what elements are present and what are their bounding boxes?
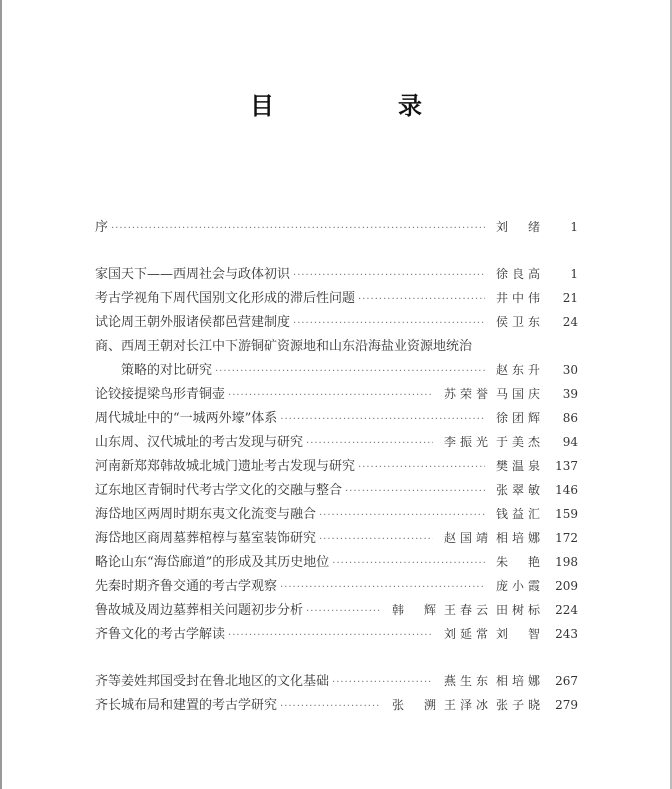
entry-author: 钱益汇 [496,507,540,521]
dot-leader [280,582,485,593]
entry-authors [488,505,540,522]
entry-title: 试论周王朝外服诸侯都邑营建制度 [95,315,291,330]
entry-authors [488,457,540,474]
toc-section-main [95,263,578,647]
dot-leader [111,223,485,234]
entry-page-number: 146 [555,483,578,497]
entry-title: 齐鲁文化的考古学解读 [95,627,226,642]
entry-author: 苏荣誉 [444,387,488,401]
entry-page-number: 30 [562,363,578,377]
entry-author: 刘延常 [444,627,488,641]
toc-entry[interactable] [95,407,578,431]
toc-entry[interactable] [95,694,578,718]
entry-authors [436,529,540,546]
dot-leader [280,701,381,712]
entry-title: 辽东地区青铜时代考古学文化的交融与整合 [95,483,343,498]
entry-page-number: 21 [562,291,578,305]
toc-entry[interactable] [95,623,578,647]
toc-entry[interactable] [95,311,578,335]
entry-authors [488,289,540,306]
entry-page-number: 198 [555,555,578,569]
entry-page-number: 24 [562,315,578,329]
entry-authors [436,385,540,402]
entry-authors [436,433,540,450]
entry-authors [488,409,540,426]
entry-title: 河南新郑郑韩故城北城门遗址考古发现与研究 [95,459,356,474]
page-title: 目 录 [250,91,472,120]
dot-leader [228,630,433,641]
entry-page-number: 1 [570,220,578,234]
entry-title: 先秦时期齐鲁交通的考古学观察 [95,579,278,594]
toc-entry[interactable] [95,599,578,623]
entry-authors [488,553,540,570]
toc-entry[interactable] [95,527,578,551]
entry-page-number: 94 [562,435,578,449]
entry-author: 徐良高 [496,267,540,281]
entry-title: 序 [95,220,109,235]
entry-author: 张子晓 [496,698,540,712]
dot-leader [358,294,485,305]
entry-author: 井中伟 [496,291,540,305]
entry-authors [488,361,540,378]
entry-author: 王泽冰 [444,698,488,712]
entry-author: 王春云 [444,603,488,617]
entry-author: 刘 绪 [496,220,540,234]
entry-title: 略论山东“海岱廊道”的形成及其历史地位 [95,555,330,570]
entry-page-number: 243 [555,627,578,641]
entry-title: 海岱地区商周墓葬棺椁与墓室装饰研究 [95,531,317,546]
dot-leader [332,558,485,569]
entry-title: 商、西周王朝对长江中下游铜矿资源地和山东沿海盐业资源地统治 [95,339,473,354]
dot-leader [306,438,433,449]
toc-entry[interactable] [95,287,578,311]
toc-entry[interactable] [95,670,578,694]
dot-leader [306,606,381,617]
entry-author: 侯卫东 [496,315,540,329]
entry-page-number: 39 [562,387,578,401]
entry-author: 赵东升 [496,363,540,377]
toc-entry[interactable] [95,551,578,575]
toc-entry-title-line [95,335,578,359]
entry-page-number: 279 [555,698,578,712]
entry-page-number: 224 [555,603,578,617]
entry-title: 策略的对比研究 [121,363,213,378]
entry-page-number: 159 [555,507,578,521]
entry-author: 张 溯 [392,698,436,712]
toc-entry[interactable] [95,383,578,407]
entry-author: 燕生东 [444,674,488,688]
entry-page-number: 209 [555,579,578,593]
entry-title: 海岱地区两周时期东夷文化流变与融合 [95,507,317,522]
entry-author: 相培娜 [496,674,540,688]
entry-author: 樊温泉 [496,459,540,473]
toc-entry[interactable] [95,216,578,240]
entry-title: 考古学视角下周代国别文化形成的滞后性问题 [95,291,356,306]
toc-entry[interactable] [95,479,578,503]
toc-section-preface [95,216,578,240]
entry-author: 李振光 [444,435,488,449]
toc-entry[interactable] [95,575,578,599]
dot-leader [332,677,433,688]
dot-leader [293,318,485,329]
dot-leader [280,414,485,425]
entry-authors [488,265,540,282]
dot-leader [228,390,433,401]
entry-author: 朱 艳 [496,555,540,569]
dot-leader [345,486,485,497]
toc-entry[interactable] [95,431,578,455]
entry-authors [488,577,540,594]
entry-title: 周代城址中的“一城两外壕”体系 [95,411,278,426]
dot-leader [215,366,485,377]
entry-authors [488,481,540,498]
entry-author: 刘 智 [496,627,540,641]
entry-title: 家国天下——西周社会与政体初识 [95,267,291,282]
toc-entry[interactable] [95,359,578,383]
entry-author: 马国庆 [496,387,540,401]
entry-author: 赵国靖 [444,531,488,545]
dot-leader [293,270,485,281]
entry-page-number: 86 [562,411,578,425]
toc-entry[interactable] [95,503,578,527]
dot-leader [358,462,485,473]
entry-page-number: 137 [555,459,578,473]
entry-author: 张翠敏 [496,483,540,497]
entry-page-number: 267 [555,674,578,688]
entry-author: 相培娜 [496,531,540,545]
entry-authors [384,696,540,713]
entry-authors [488,218,540,235]
entry-title: 山东周、汉代城址的考古发现与研究 [95,435,304,450]
entry-title: 论铰接提梁鸟形青铜壶 [95,387,226,402]
toc-section-late [95,670,578,718]
entry-title: 齐等姜姓邦国受封在鲁北地区的文化基础 [95,674,330,689]
entry-authors [436,625,540,642]
entry-author: 于美杰 [496,435,540,449]
entry-author: 庞小霞 [496,579,540,593]
entry-page-number: 172 [555,531,578,545]
entry-author: 韩 辉 [392,603,436,617]
toc-entry[interactable] [95,455,578,479]
entry-title: 鲁故城及周边墓葬相关问题初步分析 [95,603,304,618]
entry-authors [488,313,540,330]
entry-author: 田树标 [496,603,540,617]
entry-authors [384,601,540,618]
entry-authors [436,672,540,689]
entry-page-number: 1 [570,267,578,281]
dot-leader [319,534,433,545]
entry-author: 徐团辉 [496,411,540,425]
entry-title: 齐长城布局和建置的考古学研究 [95,698,278,713]
toc-entry[interactable] [95,263,578,287]
dot-leader [319,510,485,521]
